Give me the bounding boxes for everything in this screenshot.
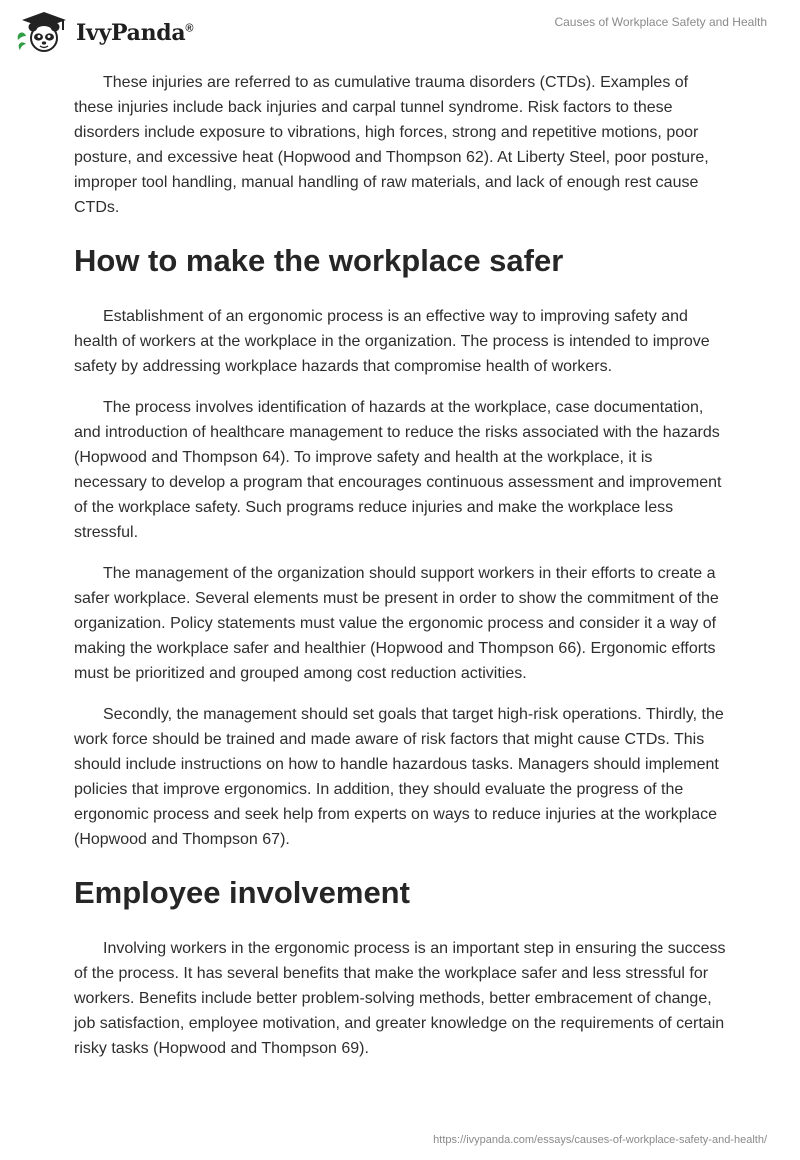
- essay-body: [74, 70, 728, 1077]
- paragraph: Secondly, the management should set goals that target high-risk operations. Thirdly, the work force should be trained and made aware of risk factors that might cause CTDs. This should include instructions on how to handle hazardous tasks. Managers should implement policies that improve ergonomics. In addition, they should evaluate the progress of the ergonomic process and seek help from experts on ways to reduce injuries at the workplace (Hopwood and Thompson 67).: [74, 706, 724, 848]
- source-url-link[interactable]: https://ivypanda.com/essays/causes-of-workplace-safety-and-health/: [433, 1134, 767, 1146]
- paragraph: Establishment of an ergonomic process is an effective way to improving safety and health of workers at the workplace in the organization. The process is intended to improve safety by addressing workplace hazards that compromise health of workers.: [74, 308, 710, 375]
- page-header: [0, 0, 800, 62]
- logo-wordmark: IvyPanda®: [76, 20, 194, 46]
- paragraph: The management of the organization should support workers in their efforts to create a safer workplace. Several elements must be present in order to show the commitment of the organization. Policy statements must value the ergonomic process and consider it a way of making the workplace safer and healthier (Hopwood and Thompson 66). Ergonomic efforts must be prioritized and grouped among cost reduction activities.: [74, 565, 719, 682]
- paragraph: Involving workers in the ergonomic process is an important step in ensuring the success of the process. It has several benefits that make the workplace safer and less stressful for workers. Benefits include better problem-solving methods, better embracement of change, job satisfaction, employee motivation, and greater knowledge on the requirements of certain risky tasks (Hopwood and Thompson 69).: [74, 940, 726, 1057]
- section-heading: Employee involvement: [74, 875, 410, 910]
- paragraph: These injuries are referred to as cumulative trauma disorders (CTDs). Examples of these injuries include back injuries and carpal tunnel syndrome. Risk factors to these disorders include exposure to vibrations, high forces, strong and repetitive motions, poor posture, and excessive heat (Hopwood and Thompson 62). At Liberty Steel, poor posture, improper tool handling, manual handling of raw materials, and lack of enough rest cause CTDs.: [74, 74, 709, 216]
- document-title: Causes of Workplace Safety and Health: [554, 15, 767, 29]
- ivypanda-logo[interactable]: [14, 10, 193, 56]
- section-heading: How to make the workplace safer: [74, 243, 564, 278]
- paragraph: The process involves identification of hazards at the workplace, case documentation, and introduction of healthcare management to reduce the risks associated with the hazards (Hopwood and Thompson 64). To improve safety and health at the workplace, it is necessary to develop a program that encourages continuous assessment and improvement of the workplace safety. Such programs reduce injuries and make the workplace less stressful.: [74, 399, 722, 541]
- panda-graduate-icon: [14, 10, 74, 56]
